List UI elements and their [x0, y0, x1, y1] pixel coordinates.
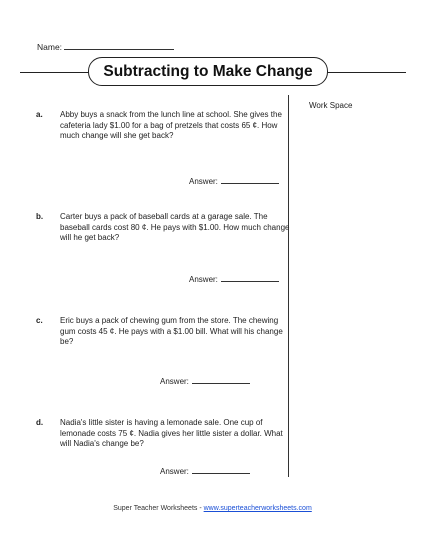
problem-text: Abby buys a snack from the lunch line at school. She gives the cafeteria lady $1.00 for a bag of pretzels that costs 65 ¢. How much change will she get back? — [60, 110, 282, 140]
footer-text: Super Teacher Worksheets - — [113, 505, 204, 512]
problem-text: Nadia's little sister is having a lemonade sale. One cup of lemonade costs 75 ¢. Nadia gives her little sister a dollar. What will Nadia's change be? — [60, 418, 283, 448]
name-label: Name: — [37, 42, 63, 52]
problem-letter: b. — [36, 212, 44, 221]
answer-blank[interactable] — [192, 376, 250, 384]
answer-row — [189, 274, 279, 284]
answer-blank[interactable] — [192, 466, 250, 474]
page-title: Subtracting to Make Change — [88, 57, 328, 86]
problem-letter: c. — [36, 316, 43, 325]
footer-link[interactable]: www.superteacherworksheets.com — [203, 505, 312, 512]
problem-text: Eric buys a pack of chewing gum from the store. The chewing gum costs 45 ¢. He pays with a $1.00 bill. What will his change be? — [60, 316, 283, 346]
answer-row — [189, 176, 279, 186]
problem-letter: a. — [36, 110, 43, 119]
answer-blank[interactable] — [221, 274, 279, 282]
problem-text: Carter buys a pack of baseball cards at a garage sale. The baseball cards cost 80 ¢. He pays with $1.00. How much change will he get back? — [60, 212, 290, 242]
workspace-label: Work Space — [309, 101, 353, 110]
problem-letter: d. — [36, 418, 44, 427]
answer-blank[interactable] — [221, 176, 279, 184]
answer-label: Answer: — [189, 177, 218, 186]
answer-label: Answer: — [160, 377, 189, 386]
answer-row — [160, 376, 250, 386]
footer — [0, 505, 425, 512]
name-blank[interactable] — [64, 41, 174, 50]
name-row — [37, 41, 174, 52]
answer-row — [160, 466, 250, 476]
answer-label: Answer: — [160, 467, 189, 476]
answer-label: Answer: — [189, 275, 218, 284]
